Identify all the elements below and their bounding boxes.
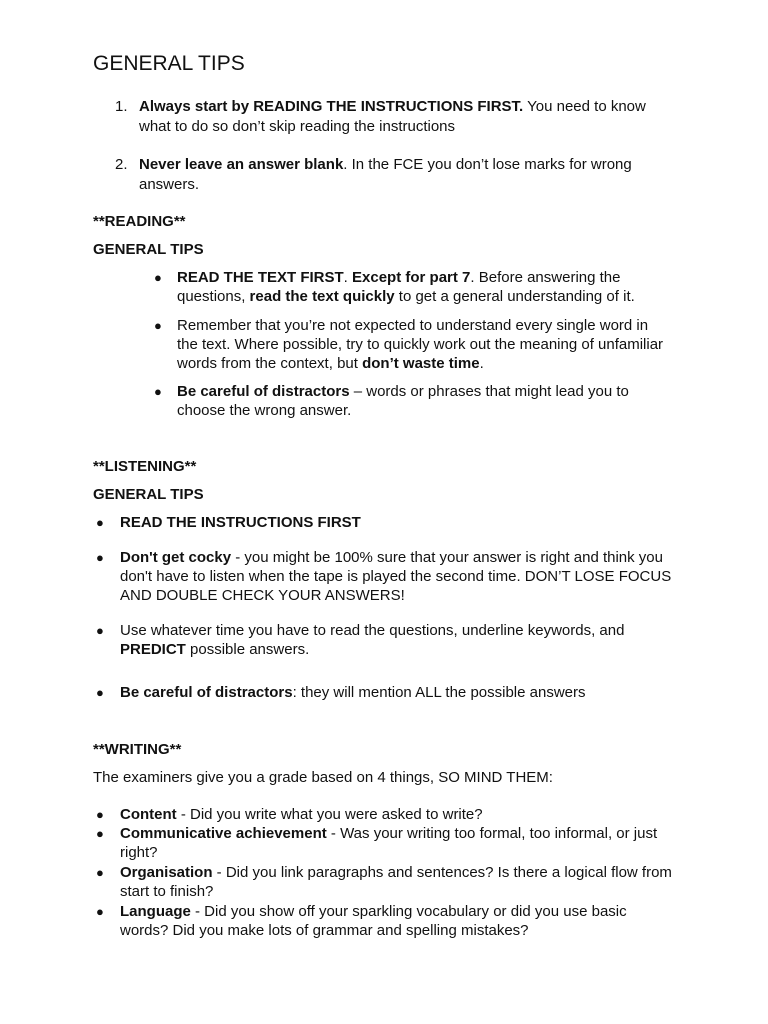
- general-tip-1: [115, 97, 679, 136]
- criterion-text: - Did you link paragraphs and sentences? Is there a logical flow from start to finish?: [120, 864, 672, 900]
- bullet-icon: ●: [96, 623, 104, 638]
- writing-criterion-communicative: [96, 824, 675, 862]
- listening-tip-1: [96, 513, 675, 532]
- tip-text: Use whatever time you have to read the questions, underline keywords, and: [120, 622, 625, 639]
- reading-tip-1: [154, 268, 667, 306]
- tip-text: – words or phrases that might lead you to choose the wrong answer.: [177, 383, 629, 419]
- bullet-icon: ●: [96, 904, 104, 919]
- tip-emphasis: READ THE INSTRUCTIONS FIRST: [120, 514, 361, 531]
- tip-emphasis: Except for part 7: [352, 269, 471, 286]
- bullet-icon: ●: [154, 270, 162, 285]
- bullet-icon: ●: [96, 685, 104, 700]
- criterion-text: - Did you show off your sparkling vocabulary or did you use basic words? Did you make lots of grammar and spelling mistakes?: [120, 903, 627, 939]
- writing-criterion-organisation: [96, 863, 675, 901]
- page-title: GENERAL TIPS: [93, 52, 245, 75]
- criterion-name: Content: [120, 806, 177, 823]
- reading-subheading: GENERAL TIPS: [93, 241, 204, 258]
- writing-intro: The examiners give you a grade based on 4 things, SO MIND THEM:: [93, 769, 553, 786]
- tip-text: : they will mention ALL the possible answers: [292, 684, 586, 701]
- tip-emphasis: Never leave an answer blank: [139, 156, 344, 173]
- tip-emphasis: Don't get cocky: [120, 549, 232, 566]
- tip-text: .: [479, 355, 484, 372]
- criterion-name: Organisation: [120, 864, 213, 881]
- bullet-icon: ●: [154, 318, 162, 333]
- tip-text: to get a general understanding of it.: [394, 288, 635, 305]
- tip-emphasis: Always start by READING THE INSTRUCTIONS FIRST.: [139, 98, 524, 115]
- listening-heading: **LISTENING**: [93, 458, 197, 475]
- reading-tip-2: [154, 316, 667, 373]
- listening-subheading: GENERAL TIPS: [93, 486, 204, 503]
- list-number: 1.: [115, 98, 128, 115]
- writing-heading: **WRITING**: [93, 741, 182, 758]
- general-tip-2: [115, 155, 679, 194]
- writing-criterion-content: [96, 805, 675, 824]
- tip-text: You need to know what to do so don’t skip reading the instructions: [139, 98, 646, 135]
- criterion-name: Language: [120, 903, 191, 920]
- tip-text: .: [343, 269, 353, 286]
- tip-text: possible answers.: [185, 641, 310, 658]
- tip-emphasis: PREDICT: [120, 641, 186, 658]
- bullet-icon: ●: [96, 826, 104, 841]
- tip-emphasis: don’t waste time: [362, 355, 480, 372]
- criterion-name: Communicative achievement: [120, 825, 327, 842]
- bullet-icon: ●: [154, 384, 162, 399]
- reading-tip-3: [154, 382, 667, 420]
- tip-text: . In the FCE you don’t lose marks for wrong answers.: [139, 156, 632, 193]
- tip-emphasis: Be careful of distractors: [120, 684, 293, 701]
- writing-criterion-language: [96, 902, 675, 940]
- tip-emphasis: Be careful of distractors: [177, 383, 350, 400]
- list-number: 2.: [115, 156, 128, 173]
- bullet-icon: ●: [96, 515, 104, 530]
- criterion-text: - Did you write what you were asked to write?: [176, 806, 483, 823]
- criterion-text: - Was your writing too formal, too informal, or just right?: [120, 825, 658, 861]
- bullet-icon: ●: [96, 550, 104, 565]
- tip-text: Remember that you’re not expected to understand every single word in the text. Where possible, try to quickly work out the meaning of unfamiliar words from the context, but: [177, 317, 664, 372]
- tip-emphasis: READ THE TEXT FIRST: [177, 269, 344, 286]
- listening-tip-2: [96, 548, 675, 605]
- listening-tip-4: [96, 683, 675, 702]
- reading-heading: **READING**: [93, 213, 186, 230]
- tip-text: - you might be 100% sure that your answer is right and think you don't have to listen when the tape is played the second time. DON’T LOSE FOCUS AND DOUBLE CHECK YOUR ANSWERS!: [120, 549, 672, 604]
- tip-text: . Before answering the questions,: [177, 269, 621, 305]
- bullet-icon: ●: [96, 865, 104, 880]
- listening-tip-3: [96, 621, 675, 659]
- tip-emphasis: read the text quickly: [249, 288, 395, 305]
- bullet-icon: ●: [96, 807, 104, 822]
